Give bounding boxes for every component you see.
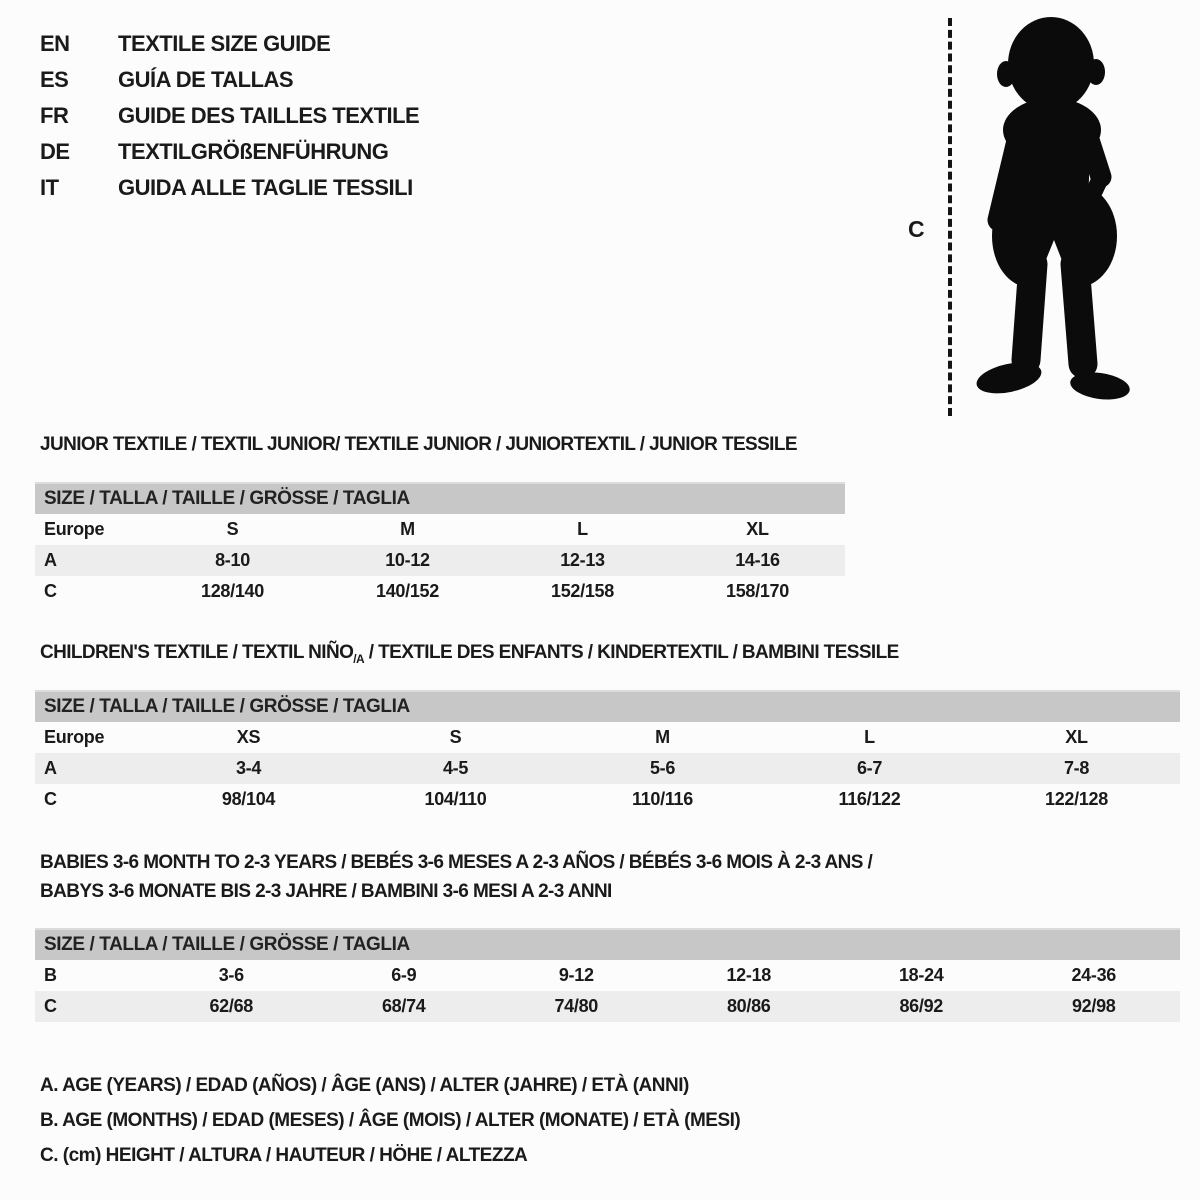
language-title: TEXTILGRÖßENFÜHRUNG	[118, 139, 389, 164]
children-title-subscript: /A	[353, 651, 365, 666]
size-cell: M	[655, 727, 670, 747]
months-cell: 12-18	[726, 965, 772, 985]
table-row-height	[35, 991, 1180, 1022]
table-row-months	[35, 960, 1180, 991]
table-row-age	[35, 545, 845, 576]
language-title: TEXTILE SIZE GUIDE	[118, 31, 331, 56]
language-code: ES	[40, 67, 69, 92]
height-cell: 152/158	[551, 581, 614, 601]
children-title-part: / TEXTILE DES ENFANTS / KINDERTEXTIL / BAMBINI TESSILE	[364, 642, 899, 663]
height-cell: 68/74	[381, 996, 426, 1016]
babies-size-table	[35, 928, 1180, 1022]
language-title: GUIDE DES TAILLES TEXTILE	[118, 103, 420, 128]
height-cell: 98/104	[221, 789, 276, 809]
size-cell: S	[226, 519, 239, 539]
height-cell: 110/116	[632, 789, 693, 809]
measure-legend	[40, 1068, 740, 1173]
language-code: EN	[40, 31, 70, 56]
height-cell: 122/128	[1045, 789, 1108, 809]
age-cell: 7-8	[1063, 758, 1090, 778]
height-cell: 86/92	[899, 996, 944, 1016]
height-cell: 158/170	[726, 581, 789, 601]
height-cell: 104/110	[424, 789, 487, 809]
junior-section-title: JUNIOR TEXTILE / TEXTIL JUNIOR/ TEXTILE JUNIOR / JUNIORTEXTIL / JUNIOR TESSILE	[40, 434, 797, 455]
size-table-header: SIZE / TALLA / TAILLE / GRÖSSE / TAGLIA	[35, 690, 1180, 722]
height-cell: 116/122	[838, 789, 901, 809]
legend-age-months: B. AGE (MONTHS) / EDAD (MESES) / ÂGE (MOIS) / ALTER (MONATE) / ETÀ (MESI)	[40, 1110, 741, 1131]
language-row-es	[40, 62, 419, 98]
height-cell: 128/140	[201, 581, 264, 601]
legend-height-cm: C. (cm) HEIGHT / ALTURA / HAUTEUR / HÖHE / ALTEZZA	[40, 1145, 528, 1166]
row-label: C	[44, 581, 57, 601]
height-measure-label: C	[908, 216, 925, 242]
height-cell: 140/152	[376, 581, 439, 601]
table-row-height	[35, 784, 1180, 815]
language-row-en	[40, 26, 419, 62]
months-cell: 6-9	[391, 965, 417, 985]
language-title: GUIDA ALLE TAGLIE TESSILI	[118, 175, 413, 200]
size-cell: L	[577, 519, 588, 539]
toddler-silhouette-icon	[962, 12, 1147, 417]
table-row-europe	[35, 722, 1180, 753]
row-label: B	[44, 965, 57, 985]
age-cell: 4-5	[442, 758, 469, 778]
size-cell: S	[449, 727, 462, 747]
children-size-table	[35, 690, 1180, 815]
row-label: A	[44, 758, 57, 778]
language-row-it	[40, 170, 419, 206]
size-table-header: SIZE / TALLA / TAILLE / GRÖSSE / TAGLIA	[35, 928, 1180, 960]
children-section-title	[40, 642, 899, 666]
age-cell: 6-7	[856, 758, 883, 778]
months-cell: 9-12	[558, 965, 594, 985]
size-table-header: SIZE / TALLA / TAILLE / GRÖSSE / TAGLIA	[35, 482, 845, 514]
age-cell: 12-13	[560, 550, 605, 570]
height-cell: 62/68	[209, 996, 254, 1016]
height-cell: 74/80	[554, 996, 599, 1016]
size-cell: XL	[1065, 727, 1088, 747]
months-cell: 24-36	[1071, 965, 1117, 985]
row-label: C	[44, 789, 57, 809]
size-cell: M	[400, 519, 415, 539]
size-cell: XS	[236, 727, 261, 747]
row-label: Europe	[44, 727, 105, 747]
row-label: C	[44, 996, 57, 1016]
table-row-age	[35, 753, 1180, 784]
legend-age-years: A. AGE (YEARS) / EDAD (AÑOS) / ÂGE (ANS) / ALTER (JAHRE) / ETÀ (ANNI)	[40, 1075, 689, 1096]
row-label: Europe	[44, 519, 105, 539]
language-row-fr	[40, 98, 419, 134]
language-code: IT	[40, 175, 59, 200]
age-cell: 10-12	[385, 550, 430, 570]
language-list	[40, 26, 419, 206]
age-cell: 5-6	[649, 758, 676, 778]
height-cell: 92/98	[1071, 996, 1116, 1016]
table-row-height	[35, 576, 845, 607]
months-cell: 18-24	[898, 965, 944, 985]
height-dashed-line	[948, 18, 952, 416]
size-cell: XL	[746, 519, 769, 539]
age-cell: 8-10	[215, 550, 250, 570]
height-cell: 80/86	[726, 996, 771, 1016]
language-code: FR	[40, 103, 69, 128]
table-row-europe	[35, 514, 845, 545]
babies-title-line-1: BABIES 3-6 MONTH TO 2-3 YEARS / BEBÉS 3-6 MESES A 2-3 AÑOS / BÉBÉS 3-6 MOIS À 2-3 ANS /	[40, 852, 873, 873]
babies-section-title	[40, 848, 872, 906]
age-cell: 14-16	[735, 550, 780, 570]
children-title-part: CHILDREN'S TEXTILE / TEXTIL NIÑO	[40, 642, 354, 663]
size-cell: L	[864, 727, 875, 747]
language-row-de	[40, 134, 419, 170]
language-code: DE	[40, 139, 70, 164]
junior-size-table	[35, 482, 845, 607]
age-cell: 3-4	[235, 758, 262, 778]
language-title: GUÍA DE TALLAS	[118, 67, 294, 92]
row-label: A	[44, 550, 57, 570]
babies-title-line-2: BABYS 3-6 MONATE BIS 2-3 JAHRE / BAMBINI 3-6 MESI A 2-3 ANNI	[40, 881, 612, 902]
months-cell: 3-6	[218, 965, 244, 985]
